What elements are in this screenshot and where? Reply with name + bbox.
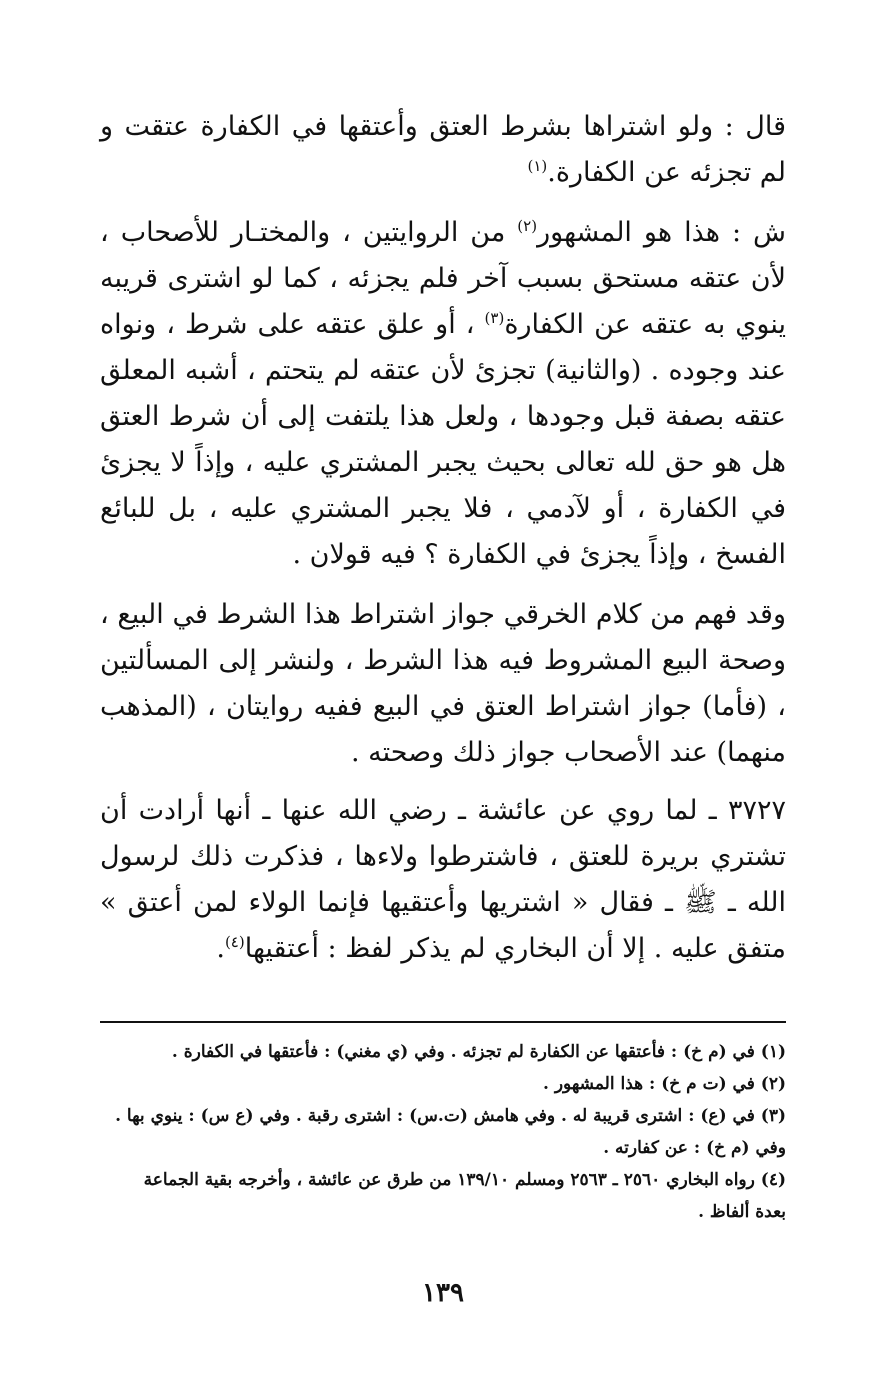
footnote-divider bbox=[100, 1021, 786, 1023]
paragraph-2-tail: ، أو علق عتقه على شرط ، ونواه عند وجوده . (والثانية) تجزئ لأن عتقه لم يتحتم ، أشبه المعلق عتقه بصفة قبل وجودها ، ولعل هذا يلتفت إلى أن شرط العتق هل هو حق لله تعالى بحيث يجبر المشتري عليه ، وإذاً لا يجزئ في الكفارة ، أو لآدمي ، فلا يجبر المشتري عليه ، بل للبائع الفسخ ، وإذاً يجزئ في الكفارة ؟ فيه قولان . bbox=[100, 309, 786, 570]
footnote-2: (٢) في (ت م خ) : هذا المشهور . bbox=[543, 1074, 786, 1094]
footnote-ref-4[interactable]: (٤) bbox=[224, 933, 245, 951]
page-number: ١٣٩ bbox=[422, 1278, 464, 1308]
footnote-4-continued: بعدة ألفاظ . bbox=[698, 1202, 786, 1222]
footnote-ref-2[interactable]: (٢) bbox=[517, 217, 538, 235]
hadith-text: ٣٧٢٧ ـ لما روي عن عائشة ـ رضي الله عنها ـ أنها أرادت أن تشتري بريرة للعتق ، فاشترطوا ولاءها ، فذكرت ذلك لرسول الله ـ ﷺ ـ فقال « اشتريها وأعتقيها فإنما الولاء لمن أعتق » متفق عليه . إلا أن البخاري لم يذكر لفظ : أعتقيها bbox=[100, 795, 786, 964]
footnote-3-continued: وفي (م خ) : عن كفارته . bbox=[603, 1138, 786, 1158]
paragraph-2 bbox=[100, 210, 786, 578]
footnote-1: (١) في (م خ) : فأعتقها عن الكفارة لم تجزئه . وفي (ي مغني) : فأعتقها في الكفارة . bbox=[171, 1042, 786, 1062]
footnote-4: (٤) رواه البخاري ٢٥٦٠ ـ ٢٥٦٣ ومسلم ١٣٩/١٠ من طرق عن عائشة ، وأخرجه بقية الجماعة bbox=[143, 1170, 786, 1190]
paragraph-1-text: قال : ولو اشتراها بشرط العتق وأعتقها في الكفارة عتقت و لم تجزئه عن الكفارة. bbox=[100, 111, 786, 188]
paragraph-2-middle: من الروايتين ، والمختـار للأصحاب ، لأن عتقه مستحق بسبب آخر فلم يجزئه ، كما لو اشترى قريبه ينوي به عتقه عن الكفارة bbox=[100, 217, 787, 340]
footnotes bbox=[100, 1036, 786, 1228]
footnote-3: (٣) في (ع) : اشترى قريبة له . وفي هامش (ت.س) : اشترى رقبة . وفي (ع س) : ينوي بها . bbox=[115, 1106, 786, 1126]
footnote-ref-1[interactable]: (١) bbox=[527, 157, 548, 175]
paragraph-2-text: ش : هذا هو المشهور bbox=[537, 217, 786, 248]
main-text bbox=[100, 104, 786, 972]
paragraph-3: وقد فهم من كلام الخرقي جواز اشتراط هذا الشرط في البيع ، وصحة البيع المشروط فيه هذا الشرط ، ولنشر إلى المسألتين ، (فأما) جواز اشتراط العتق في البيع ففيه روايتان ، (المذهب منهما) عند الأصحاب جواز ذلك وصحته . bbox=[100, 599, 786, 768]
hadith-3727 bbox=[100, 788, 786, 972]
footnote-ref-3[interactable]: (٣) bbox=[484, 309, 505, 327]
paragraph-1 bbox=[100, 104, 786, 196]
hadith-tail: . bbox=[216, 933, 225, 964]
